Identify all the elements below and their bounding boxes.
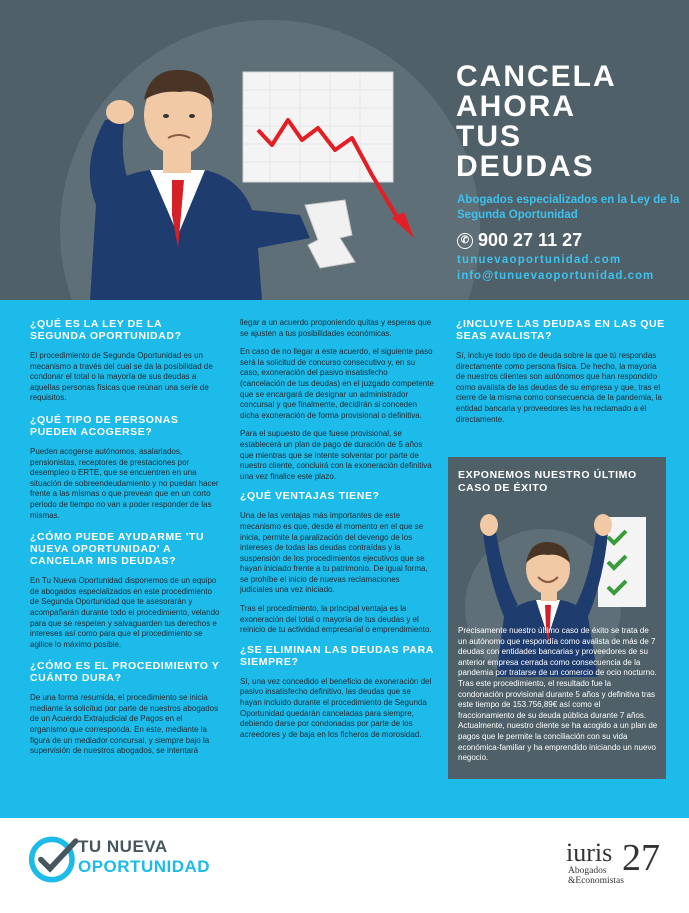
heading-avalista: ¿INCLUYE LAS DEUDAS EN LAS QUE SEAS AVALISTA? xyxy=(456,318,665,342)
paragraph-que-es: El procedimiento de Segunda Oportunidad es un mecanismo a través del cual se da la posibilidad de condonar el total o la mayoría de sus deudas a aquellas personas físicas que reúnan una serie de requisitos. xyxy=(30,351,213,403)
iuris-number: 27 xyxy=(622,837,660,879)
paragraph-principal-ventaja: Tras el procedimiento, la principal ventaja es la exoneración del total o mayoría de tus deudas y el reinicio de tu actividad empresarial o emprendimiento. xyxy=(240,604,432,635)
receipt-illustration xyxy=(305,200,355,268)
iuris27-logo[interactable] xyxy=(566,838,666,888)
email-link[interactable]: info@tunuevaoportunidad.com xyxy=(457,270,655,282)
paragraph-procedimiento: De una forma resumida, el procedimiento se inicia mediante la solicitud por parte de nuestros abogados de un Acuerdo Extrajudicial de Pagos en el organismo que corresponda. En este, mediante la figura de un mediador concursal, y siempre bajo la supervisión de nuestros abogados, se intentará xyxy=(30,693,219,756)
paragraph-acuerdo: llegar a un acuerdo proponiendo quitas y esperas que se ajusten a tus posibilidades económicas. xyxy=(240,318,432,338)
hero-title xyxy=(456,62,681,182)
paragraph-avalista: Sí, incluye todo tipo de deuda sobre la que tú respondas directamente como persona física. De hecho, la mayoría de nuestros clientes son autónomos que han respondido como avalista de las deudas de su empresa y que, tras el cierre de la misma como consecuencia de la pandemia, la entidad bancaria y proveedores les ha reclamado a él directamente. xyxy=(456,351,662,424)
iuris-wordmark: iuris xyxy=(566,838,613,867)
heading-eliminan-deudas: ¿SE ELIMINAN LAS DEUDAS PARA SIEMPRE? xyxy=(240,643,434,668)
paragraph-ventajas: Una de las ventajas más importantes de este mecanismo es que, desde el momento en el que se inicia, permite la paralización del devengo de los intereses de todas las deudas contraídas y la suspensión de los procedimientos ejecutivos que se hayan iniciado frente a tu patrimonio. De igual forma, se prohíbe el inicio de nuevas reclamaciones judiciales una vez iniciado. xyxy=(240,511,428,595)
hero-illustration xyxy=(0,0,450,300)
paragraph-concurso: En caso de no llegar a este acuerdo, el siguiente paso será la solicitud de concurso consecutivo y, en su caso, exoneración del pasivo insatisfecho (cancelación de tus deudas) en el juzgado competente que se encargará de designar un administrador concursal y que finalmente, decidirán si conceden dicha exoneración de forma provisional o definitiva. xyxy=(240,347,434,420)
column-2 xyxy=(240,318,434,748)
success-case-text: Precisamente nuestro último caso de éxito se trata de un autónomo que respondía como avalista de más de 7 deudas con entidades bancarias y proveedores de su anterior empresa cerrada como consecuencia de la pandemia por tratarse de un comercio de ocio nocturno. Tras este procedimiento, el resultado fue la condonación provisional durante 5 años y definitiva tras este tiempo de 153.756,89€ así como el fraccionamiento de su deuda pública durante 7 años. Actualmente, nuestro cliente se ha acogido a un plan de pagos que le permite la conciliación con su vida económica-familiar y ha emprendido iniciando un nuevo negocio. xyxy=(458,626,658,763)
paragraph-eliminan-deudas: Sí, una vez concedido el beneficio de exoneración del pasivo insatisfecho definitivo, las deudas que se hayan incluido durante el procedimiento de Segunda Oportunidad quedarán canceladas para siempre, debiendo darse por condonadas por parte de los acreedores y de baja en los ficheros de morosidad. xyxy=(240,676,432,739)
phone-number[interactable]: 900 27 11 27 xyxy=(478,230,583,250)
iuris-subtitle xyxy=(568,866,624,886)
heading-procedimiento: ¿CÓMO ES EL PROCEDIMIENTO Y CUÁNTO DURA? xyxy=(30,660,220,685)
phone-contact[interactable] xyxy=(457,230,582,251)
heading-que-es: ¿QUÉ ES LA LEY DE LA SEGUNDA OPORTUNIDAD? xyxy=(30,318,182,342)
paragraph-como-ayudarme: En Tu Nueva Oportunidad disponemos de un equipo de abogados especializados en este procedimiento de Segunda Oportunidad que te asesorarán y acompañarán durante todo el procedimiento, velando para que se respeten y salvaguarden tus derechos e intereses así como para que el procedimiento se agilice lo máximo posible. xyxy=(30,576,220,649)
heading-tipo-personas: ¿QUÉ TIPO DE PERSONAS PUEDEN ACOGERSE? xyxy=(30,413,179,438)
heading-como-ayudarme: ¿CÓMO PUEDE AYUDARME 'TU NUEVA OPORTUNIDAD' A CANCELAR MIS DEUDAS? xyxy=(30,531,205,568)
iuris-sub-line-1: Abogados xyxy=(568,866,607,876)
iuris-sub-line-2: &Economistas xyxy=(568,876,624,886)
logo-line-1: TU NUEVA xyxy=(78,837,168,856)
hero-title-line-3: TUS xyxy=(456,120,522,153)
paragraph-provisional: Para el supuesto de que fuese provisional, se establecerá un plan de pago de duración de 5 años que mientras que se intente solventar por parte de nuestro cliente, concluirá con la exoneración definitiva una vez finalice este plazo. xyxy=(240,429,432,481)
tu-nueva-oportunidad-logo[interactable] xyxy=(78,837,210,877)
hero-title-line-4: DEUDAS xyxy=(456,150,595,183)
success-case-title: EXPONEMOS NUESTRO ÚLTIMO CASO DE ÉXITO xyxy=(458,469,637,494)
column-3 xyxy=(456,318,666,433)
website-link[interactable]: tunuevaoportunidad.com xyxy=(457,254,622,266)
hero-title-line-2: AHORA xyxy=(456,90,576,123)
hero-banner xyxy=(0,0,689,300)
tu-nueva-oportunidad-logo-icon xyxy=(28,832,83,887)
heading-ventajas: ¿QUÉ VENTAJAS TIENE? xyxy=(240,490,380,503)
phone-icon: ✆ xyxy=(457,233,473,249)
logo-line-2: OPORTUNIDAD xyxy=(78,857,211,876)
hero-title-line-1: CANCELA xyxy=(456,60,617,93)
hero-subtitle: Abogados especializados en la Ley de la Segunda Oportunidad xyxy=(457,194,680,221)
paragraph-tipo-personas: Pueden acogerse autónomos, asalariados, pensionistas, receptores de prestaciones por desempleo o ERTE, que se encuentren en una situación de sobreendeudamiento y no puedan hacer frente a las mismas o que prevean que en un corto periodo de tiempo no van a poder responder de las mismas. xyxy=(30,446,219,520)
column-1 xyxy=(30,318,220,765)
